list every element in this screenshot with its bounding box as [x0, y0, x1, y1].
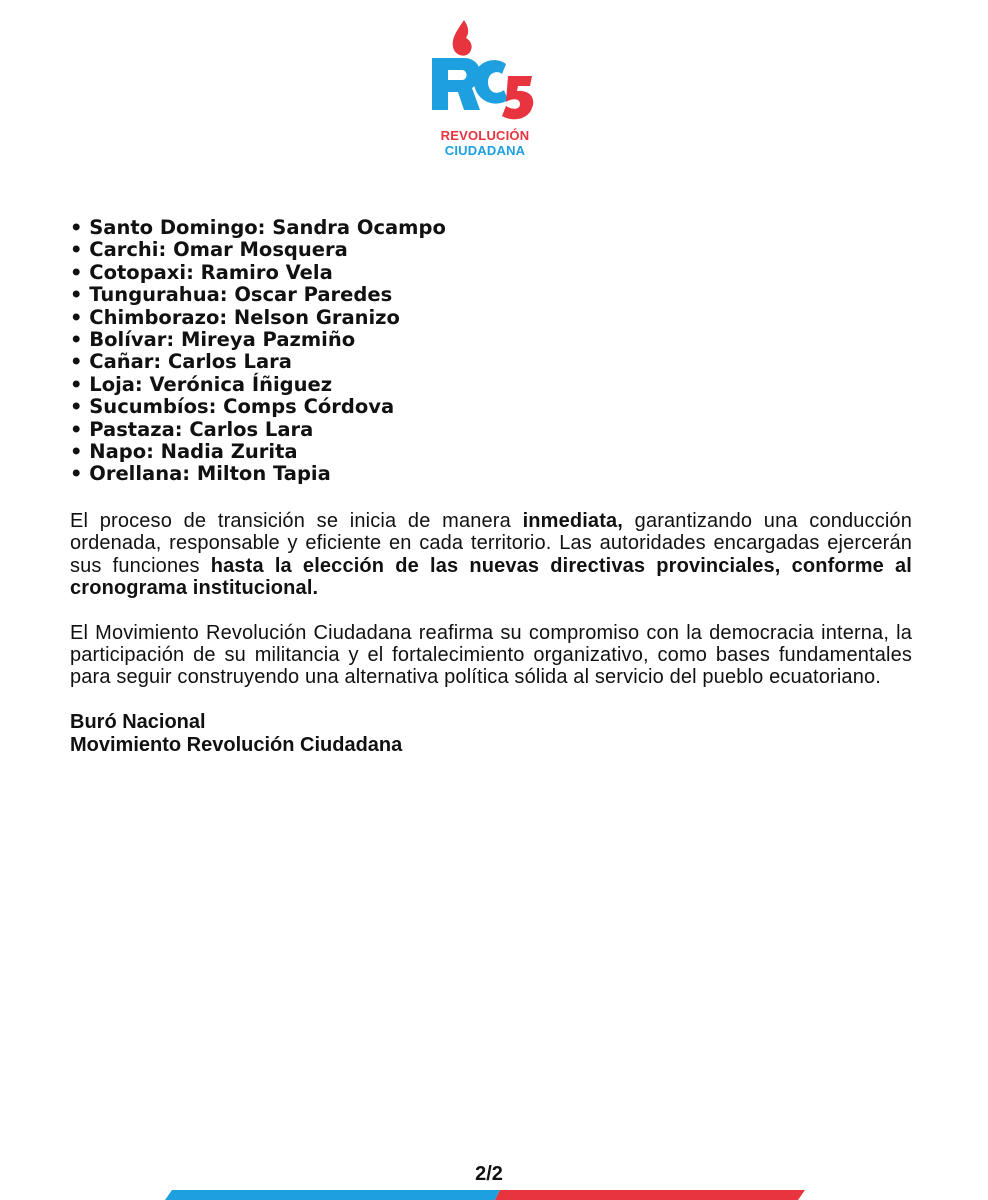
list-item: • Sucumbíos: Comps Córdova	[70, 396, 912, 418]
list-item: • Tungurahua: Oscar Paredes	[70, 284, 912, 306]
list-item: • Napo: Nadia Zurita	[70, 441, 912, 463]
delegates-list	[70, 217, 912, 486]
page-number: 2/2	[475, 1163, 503, 1185]
signature-block	[70, 711, 912, 757]
list-item: • Cañar: Carlos Lara	[70, 351, 912, 373]
party-logo	[420, 18, 550, 163]
logo-wordmark	[420, 128, 550, 158]
footer-stripe	[0, 1190, 988, 1200]
paragraph-text: El proceso de transición se inicia de manera	[70, 509, 523, 532]
list-item: • Chimborazo: Nelson Granizo	[70, 307, 912, 329]
list-item: • Carchi: Omar Mosquera	[70, 239, 912, 261]
paragraph-bold-text: hasta la elección de las nuevas directivas provinciales, conforme al cronograma institucional.	[70, 554, 913, 600]
logo-line-ciudadana: CIUDADANA	[444, 143, 526, 158]
signature-line-bureau: Buró Nacional	[70, 710, 206, 733]
list-item: • Santo Domingo: Sandra Ocampo	[70, 217, 912, 239]
list-item: • Pastaza: Carlos Lara	[70, 419, 912, 441]
transition-paragraph	[70, 510, 912, 600]
list-item: • Bolívar: Mireya Pazmiño	[70, 329, 912, 351]
list-item: • Loja: Verónica Íñiguez	[70, 374, 912, 396]
list-item: • Cotopaxi: Ramiro Vela	[70, 262, 912, 284]
paragraph-text: garantizando una conducción ordenada, responsable y eficiente en cada territorio. Las autoridades encargadas ejercerán sus funciones	[70, 509, 912, 577]
signature-line-movement: Movimiento Revolución Ciudadana	[70, 733, 403, 756]
list-item: • Orellana: Milton Tapia	[70, 463, 912, 485]
document-body	[70, 217, 912, 757]
paragraph-bold-text: inmediata,	[522, 509, 623, 532]
commitment-paragraph: El Movimiento Revolución Ciudadana reafirma su compromiso con la democracia interna, la participación de su militancia y el fortalecimiento organizativo, como bases fundamentales para seguir construyendo una alternativa política sólida al servicio del pueblo ecuatoriano.	[70, 621, 912, 689]
logo-line-revolucion: REVOLUCIÓN	[440, 128, 530, 143]
rc5-logo-icon	[420, 18, 550, 128]
